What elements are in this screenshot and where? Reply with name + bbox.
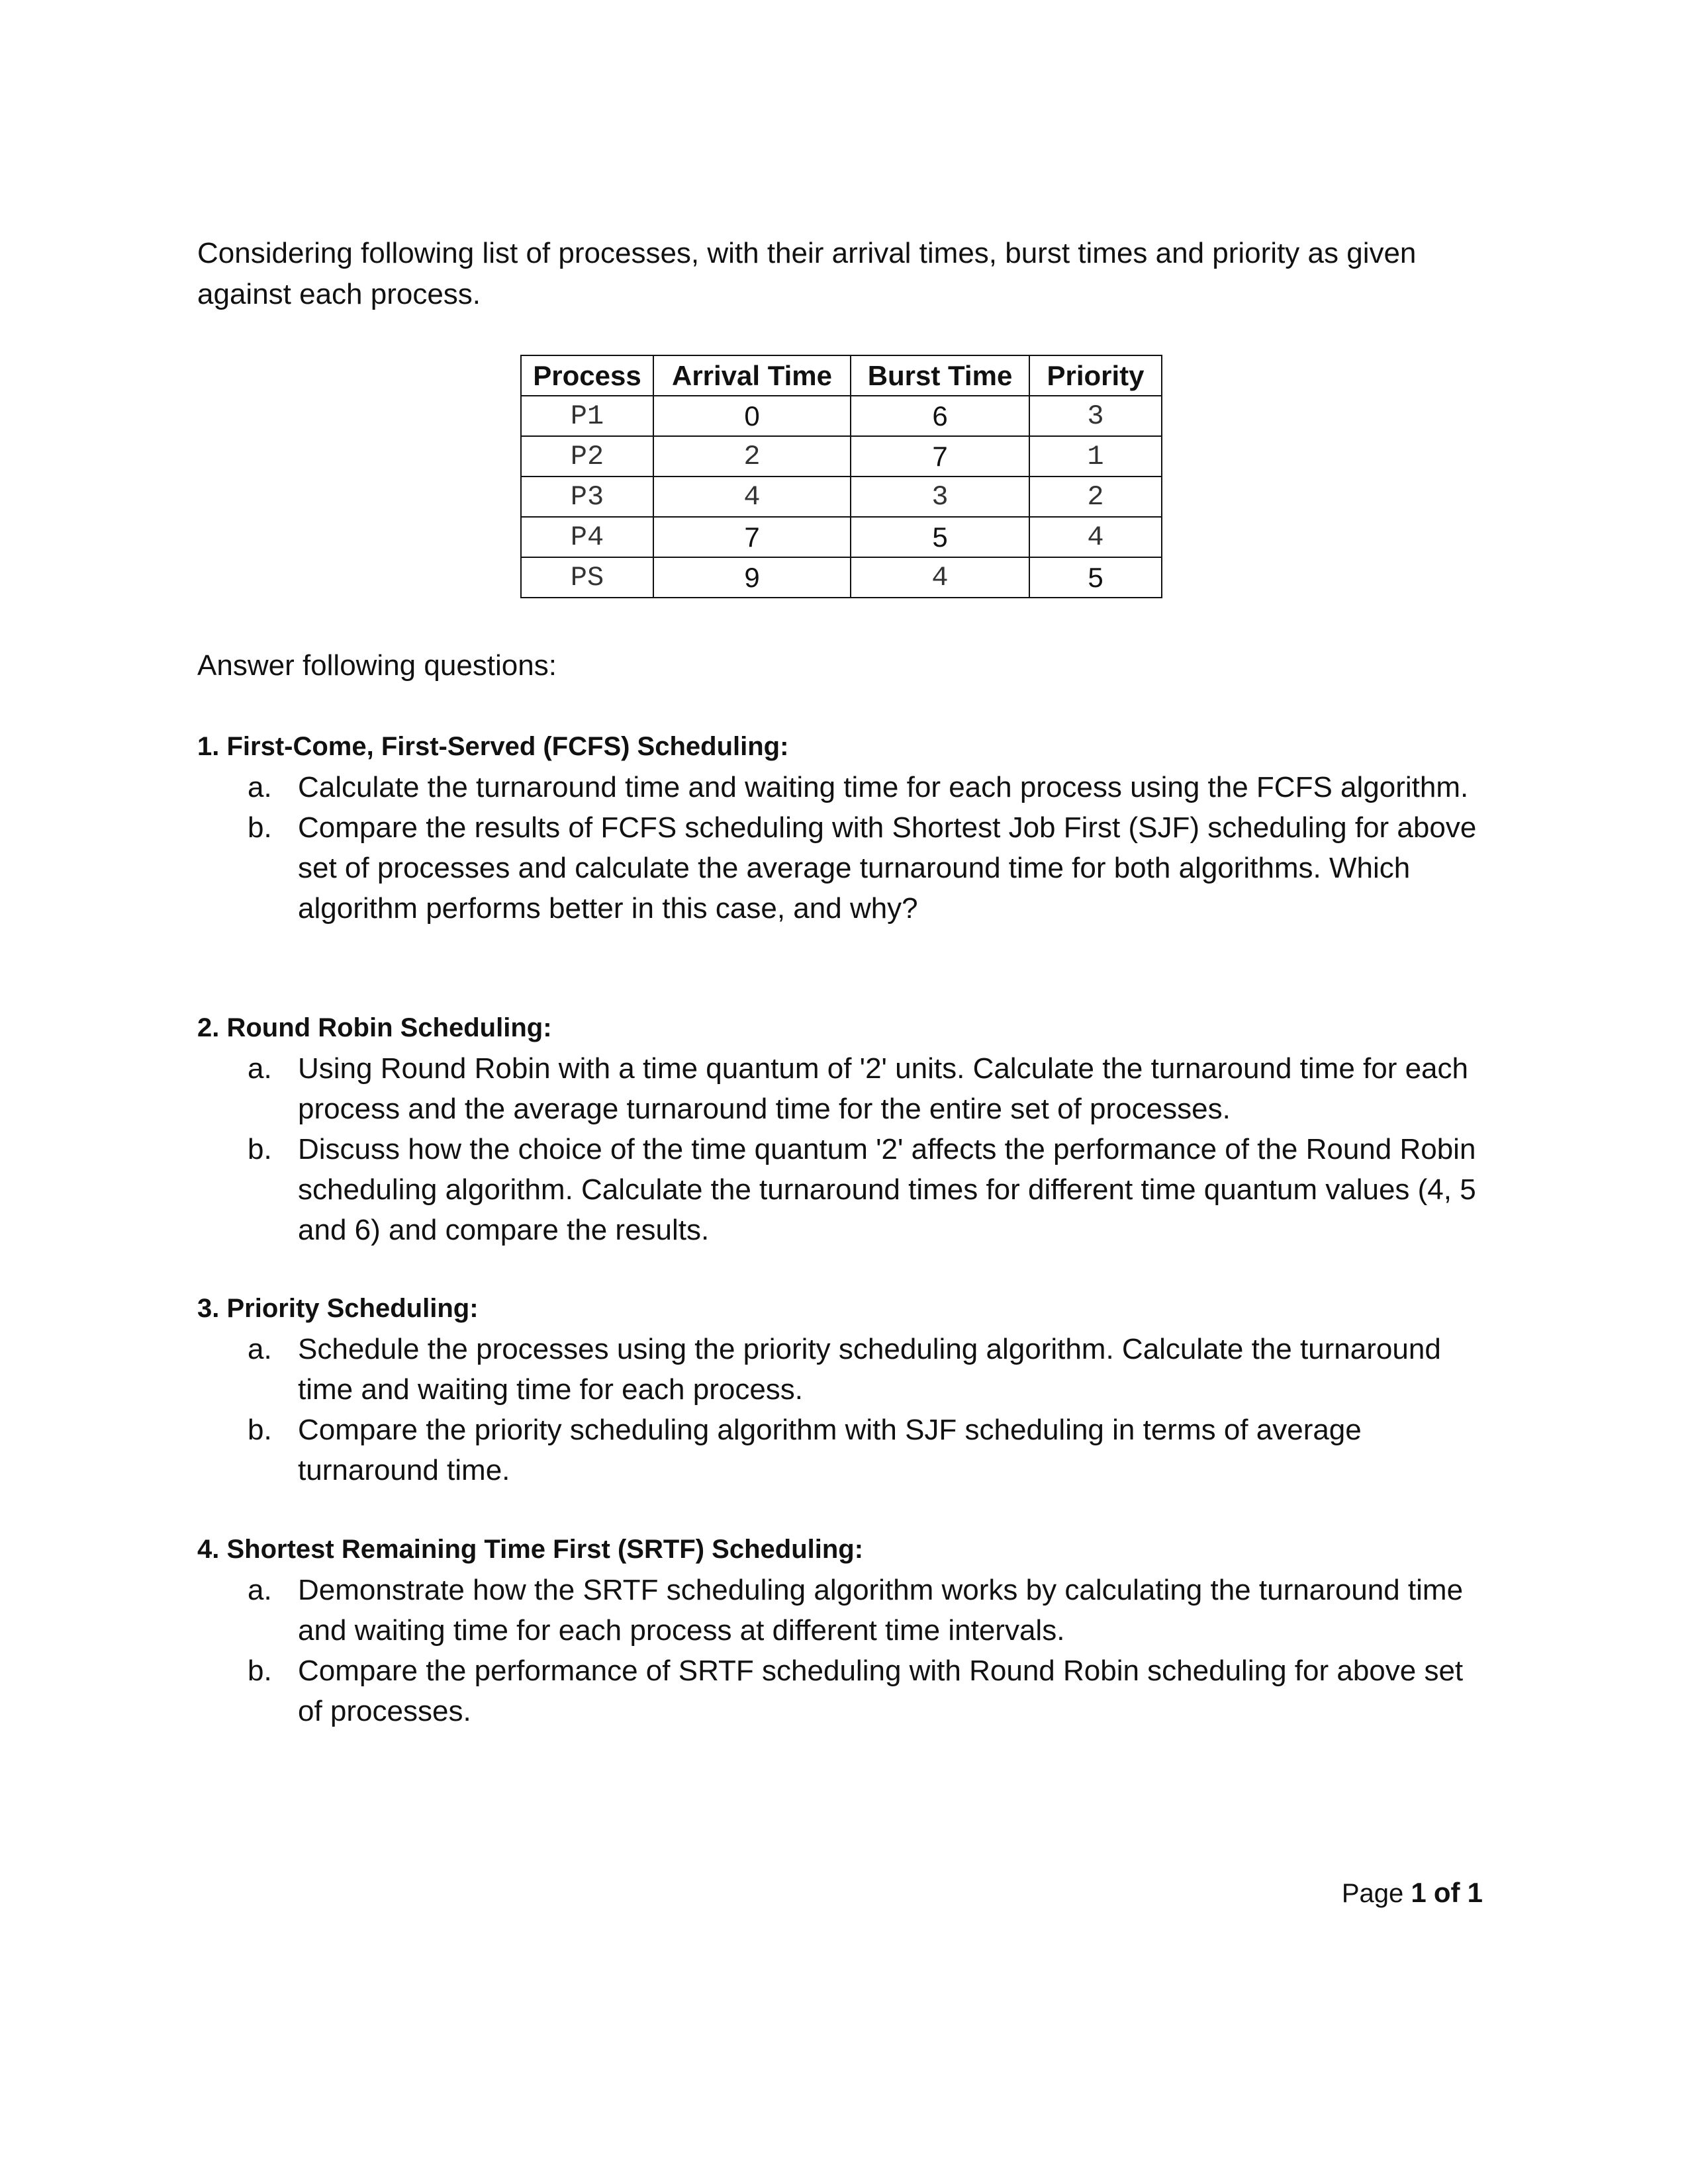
page-label: Page	[1341, 1879, 1404, 1908]
intro-paragraph: Considering following list of processes, with their arrival times, burst times and priority as given against each process.	[197, 237, 1417, 310]
question-item	[197, 767, 1495, 807]
question-item	[197, 1048, 1495, 1129]
question-text: Calculate the turnaround time and waiting time for each process using the FCFS algorithm.	[298, 771, 1469, 803]
cell-arrival-time: 2	[653, 436, 851, 477]
question-item	[197, 1651, 1495, 1731]
page-total: 1	[1467, 1877, 1483, 1908]
process-table	[520, 355, 1162, 598]
cell-arrival-time: 7	[653, 517, 851, 557]
table-row	[521, 517, 1162, 557]
page-number	[1342, 1874, 1483, 1912]
cell-burst-time: 7	[851, 436, 1029, 477]
question-text: Compare the priority scheduling algorithm with SJF scheduling in terms of average turnaround time.	[298, 1414, 1362, 1486]
cell-arrival-time: 9	[653, 557, 851, 598]
question-text: Demonstrate how the SRTF scheduling algorithm works by calculating the turnaround time and waiting time for each process at different time intervals.	[298, 1574, 1464, 1647]
section-title: 3. Priority Scheduling:	[197, 1294, 479, 1323]
cell-arrival-time: 4	[653, 477, 851, 517]
question-letter: a.	[248, 771, 272, 803]
cell-process: P4	[521, 517, 653, 557]
question-letter: b.	[248, 1414, 272, 1446]
section-title: 2. Round Robin Scheduling:	[197, 1013, 552, 1042]
cell-priority: 2	[1029, 477, 1162, 517]
cell-priority: 3	[1029, 396, 1162, 436]
question-text: Compare the results of FCFS scheduling with Shortest Job First (SJF) scheduling for above set of processes and calculate the average turnaround time for both algorithms. Which algorithm performs better in this case, and why?	[298, 811, 1477, 925]
cell-process: P1	[521, 396, 653, 436]
answer-lead: Answer following questions:	[197, 649, 557, 682]
table-row	[521, 557, 1162, 598]
header-arrival-time: Arrival Time	[653, 355, 851, 396]
cell-process: PS	[521, 557, 653, 598]
section-title: 4. Shortest Remaining Time First (SRTF) Scheduling:	[197, 1535, 864, 1564]
question-item	[197, 807, 1495, 929]
table-row	[521, 396, 1162, 436]
table-header-row	[521, 355, 1162, 396]
table-row	[521, 477, 1162, 517]
cell-arrival-time: 0	[653, 396, 851, 436]
question-text: Compare the performance of SRTF scheduling with Round Robin scheduling for above set of processes.	[298, 1655, 1464, 1727]
question-letter: b.	[248, 1655, 272, 1687]
cell-burst-time: 4	[851, 557, 1029, 598]
page-of: of	[1433, 1877, 1460, 1908]
cell-burst-time: 3	[851, 477, 1029, 517]
question-item	[197, 1410, 1495, 1490]
question-letter: a.	[248, 1574, 272, 1606]
question-item	[197, 1329, 1495, 1410]
header-priority: Priority	[1029, 355, 1162, 396]
cell-process: P3	[521, 477, 653, 517]
question-text: Discuss how the choice of the time quantum '2' affects the performance of the Round Robin scheduling algorithm. Calculate the turnaround times for different time quantum values (4, 5 and 6) and compare the results.	[298, 1133, 1476, 1246]
table-row	[521, 436, 1162, 477]
question-letter: a.	[248, 1333, 272, 1365]
cell-burst-time: 6	[851, 396, 1029, 436]
question-item	[197, 1570, 1495, 1651]
question-text: Using Round Robin with a time quantum of '2' units. Calculate the turnaround time for each process and the average turnaround time for the entire set of processes.	[298, 1052, 1468, 1125]
question-letter: b.	[248, 1133, 272, 1165]
question-letter: a.	[248, 1052, 272, 1085]
section-fcfs	[197, 726, 1495, 929]
question-letter: b.	[248, 811, 272, 844]
header-burst-time: Burst Time	[851, 355, 1029, 396]
cell-process: P2	[521, 436, 653, 477]
question-item	[197, 1129, 1495, 1250]
section-title: 1. First-Come, First-Served (FCFS) Scheduling:	[197, 732, 789, 761]
cell-priority: 1	[1029, 436, 1162, 477]
cell-burst-time: 5	[851, 517, 1029, 557]
cell-priority: 4	[1029, 517, 1162, 557]
header-process: Process	[521, 355, 653, 396]
page-current: 1	[1411, 1877, 1427, 1908]
section-srtf	[197, 1529, 1495, 1731]
section-round-robin	[197, 1007, 1495, 1250]
cell-priority: 5	[1029, 557, 1162, 598]
section-priority	[197, 1288, 1495, 1490]
question-text: Schedule the processes using the priority scheduling algorithm. Calculate the turnaround time and waiting time for each process.	[298, 1333, 1441, 1406]
